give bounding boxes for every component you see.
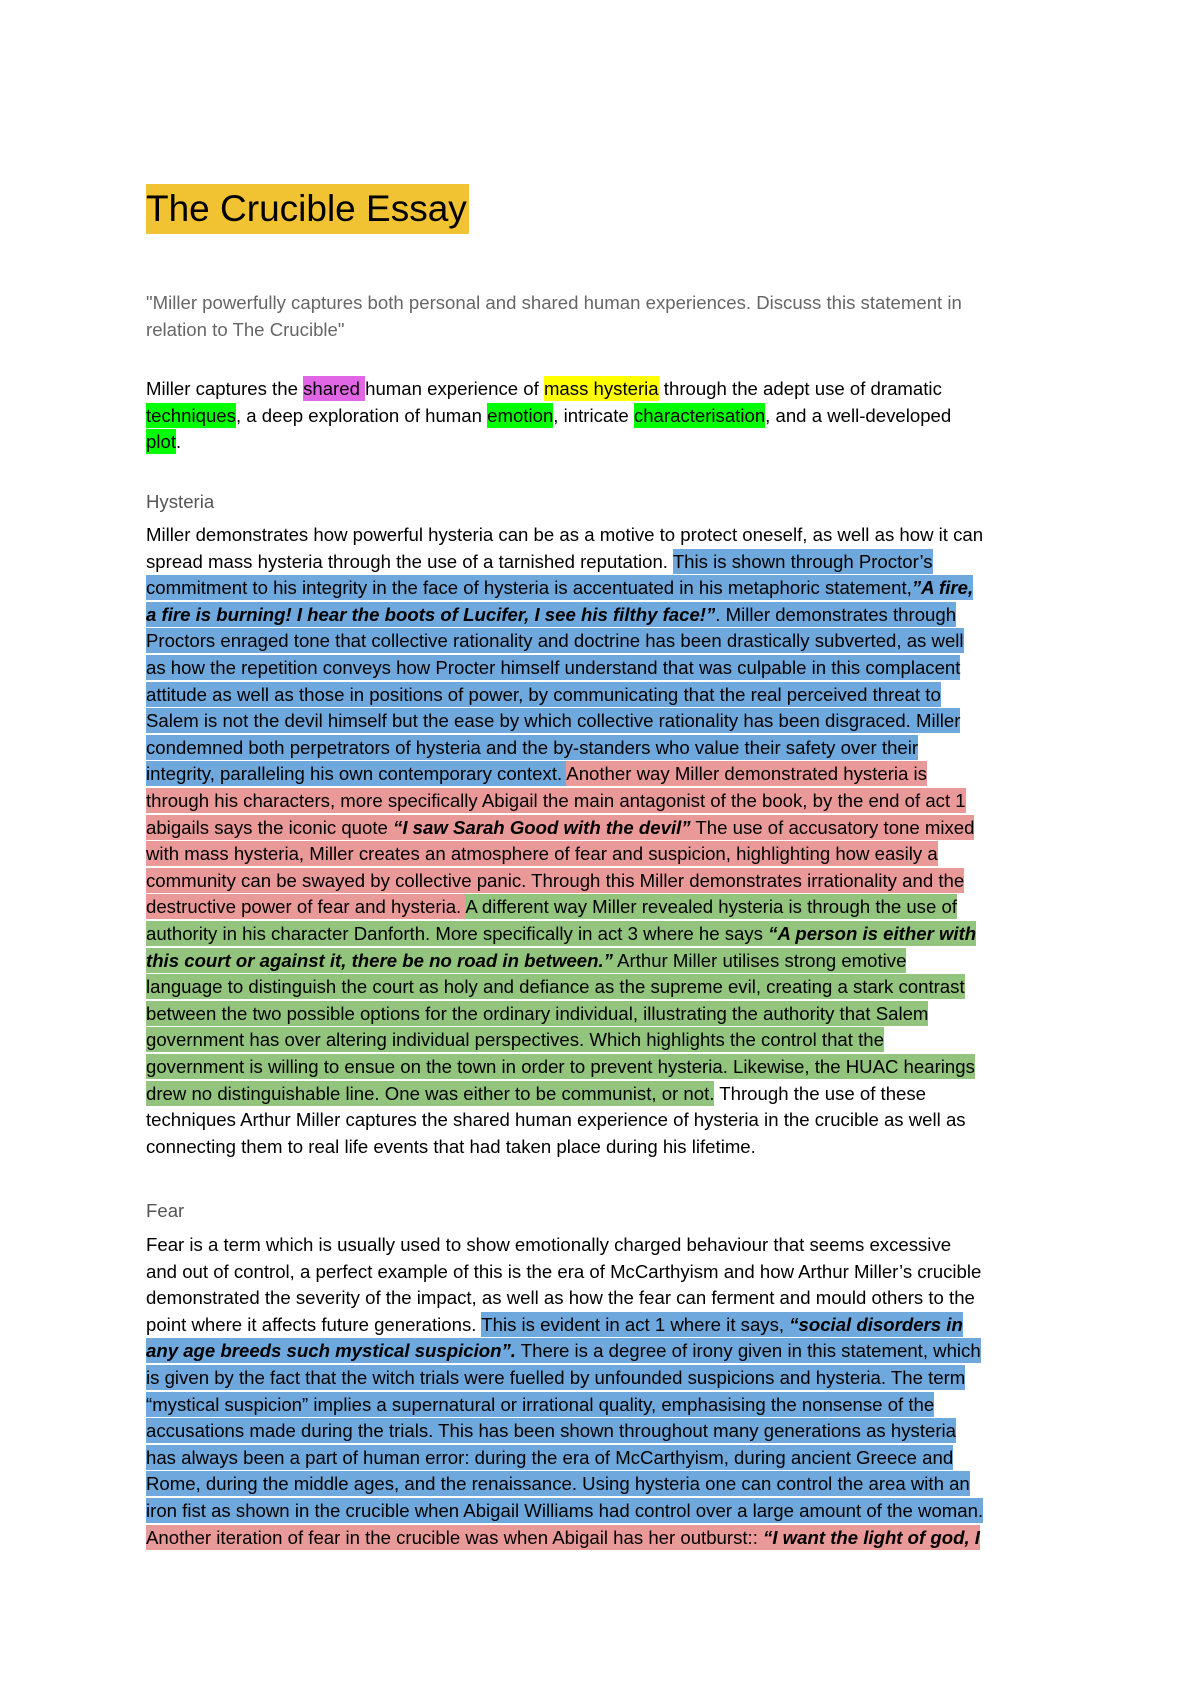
paragraph-line [146, 1312, 1076, 1339]
characterisation-highlight: characterisation [633, 404, 766, 426]
essay-prompt [146, 290, 1076, 343]
highlight-blue-segment: Rome, during the middle ages, and the renaissance. Using hysteria one can control the area with an [146, 1473, 970, 1495]
highlight-blue-segment: a fire is burning! I hear the boots of Lucifer, I see his filthy face!” [146, 603, 716, 625]
text-segment: spread mass hysteria through the use of a tarnished reputation. [146, 550, 673, 572]
prompt-line: relation to The Crucible" [146, 318, 345, 340]
highlight-red-segment: abigails says the iconic quote [146, 816, 394, 838]
paragraph-line [146, 655, 1076, 682]
highlight-blue-segment: “social disorders in [789, 1313, 963, 1335]
highlight-blue-segment: Salem is not the devil himself but the ease by which collective rationality has been disgraced. Miller [146, 710, 961, 732]
highlight-blue-segment: This is evident in act 1 where it says, [481, 1313, 790, 1335]
text-segment: and out of control, a perfect example of this is the era of McCarthyism and how Arthur Miller’s crucible [146, 1260, 982, 1282]
document-title: The Crucible Essay [146, 184, 469, 234]
highlight-red-segment: “I want the light of god, I [763, 1526, 980, 1548]
paragraph-line [146, 1418, 1076, 1445]
paragraph-line [146, 549, 1076, 576]
text-segment: demonstrated the severity of the impact, as well as how the fear can ferment and mould others to the [146, 1287, 975, 1309]
paragraph-line [146, 894, 1076, 921]
paragraph-line [146, 1054, 1076, 1081]
highlight-blue-segment: is given by the fact that the witch trials were fuelled by unfounded suspicions and hysteria. The term [146, 1367, 966, 1388]
text-segment: techniques Arthur Miller captures the shared human experience of hysteria in the crucible as well as [146, 1109, 966, 1131]
highlight-red-segment: with mass hysteria, Miller creates an atmosphere of fear and suspicion, highlighting how easily a [146, 843, 938, 865]
paragraph-line [146, 1392, 1076, 1419]
paragraph-line [146, 1365, 1076, 1392]
thesis-line [146, 429, 1076, 456]
highlight-blue-segment: condemned both perpetrators of hysteria and the by-standers who value their safety over their [146, 736, 919, 758]
paragraph-line [146, 1107, 1076, 1134]
text-segment: connecting them to real life events that had taken place during his lifetime. [146, 1135, 756, 1157]
paragraph-line [146, 1498, 1076, 1525]
highlight-blue-segment: attitude as well as those in positions of power, by communicating that the real perceived threat to [146, 683, 941, 705]
paragraph-line [146, 602, 1076, 629]
highlight-green-segment: drew no distinguishable line. One was either to be communist, or not. [146, 1082, 715, 1104]
highlight-red-segment: through his characters, more specifically Abigail the main antagonist of the book, by the end of act 1 [146, 790, 966, 811]
paragraph-line [146, 1285, 1076, 1312]
thesis-text: , intricate [553, 404, 634, 426]
highlight-blue-segment: ”A fire, [911, 577, 974, 599]
highlight-red-segment: The use of accusatory tone mixed [690, 816, 975, 838]
paragraph-line [146, 1338, 1076, 1365]
paragraph-line [146, 1001, 1076, 1028]
paragraph-line [146, 575, 1076, 602]
highlight-green-segment: government is willing to ensue on the town in order to prevent hysteria. Likewise, the HUAC hearings [146, 1056, 975, 1077]
thesis-text: , and a well-developed [765, 404, 952, 426]
paragraph-line [146, 1081, 1076, 1108]
paragraph-line [146, 1525, 1076, 1552]
thesis-line [146, 403, 1076, 430]
highlight-green-segment: government has over altering individual perspectives. Which highlights the control that the [146, 1029, 884, 1051]
mass-hysteria-highlight: mass hysteria [543, 378, 659, 399]
thesis-paragraph [146, 376, 1076, 456]
highlight-blue-segment: This is shown through Proctor’s [672, 550, 933, 572]
paragraph-line [146, 868, 1076, 895]
highlight-blue-segment: . Miller demonstrates through [715, 603, 957, 625]
highlight-green-segment: A different way Miller revealed hysteria is through the use of [465, 896, 957, 918]
text-segment: Miller demonstrates how powerful hysteria can be as a motive to protect oneself, as well as how it can [146, 524, 984, 545]
highlight-red-segment: Another way Miller demonstrated hysteria is [566, 763, 927, 785]
paragraph-line [146, 628, 1076, 655]
title-line [146, 184, 469, 234]
highlight-green-segment: “A person is either with [768, 923, 977, 944]
highlight-green-segment: authority in his character Danforth. More specifically in act 3 where he says [146, 923, 769, 944]
highlight-blue-segment: commitment to his integrity in the face of hysteria is accentuated in his metaphoric statement, [146, 577, 912, 599]
highlight-red-segment: community can be swayed by collective panic. Through this Miller demonstrates irrationality and the [146, 869, 965, 891]
text-segment: point where it affects future generations. [146, 1313, 482, 1335]
emotion-highlight: emotion [487, 404, 554, 426]
highlight-blue-segment: any age breeds such mystical suspicion”. [146, 1340, 516, 1362]
section-heading-hysteria: Hysteria [146, 491, 215, 512]
highlight-blue-segment: “mystical suspicion” implies a supernatural or irrational quality, emphasising the nonsense of the [146, 1393, 935, 1415]
highlight-blue-segment: Proctors enraged tone that collective rationality and doctrine has been drastically subverted, as well [146, 630, 964, 652]
paragraph-line [146, 708, 1076, 735]
highlight-blue-segment: accusations made during the trials. This has been shown throughout many generations as hysteria [146, 1420, 956, 1442]
shared-highlight: shared [303, 378, 366, 399]
paragraph-line [146, 735, 1076, 762]
plot-highlight: plot [146, 431, 176, 453]
highlight-blue-segment: integrity, paralleling his own contemporary context. [146, 763, 567, 785]
highlight-blue-segment: as how the repetition conveys how Procter himself understand that was culpable in this complacent [146, 657, 961, 678]
highlight-red-segment: Another iteration of fear in the crucible was when Abigail has her outburst:: [146, 1526, 764, 1548]
prompt-line: "Miller powerfully captures both personal and shared human experiences. Discuss this statement in [146, 292, 962, 313]
paragraph-line [146, 841, 1076, 868]
paragraph-line [146, 1445, 1076, 1472]
text-segment: Through the use of these [714, 1082, 927, 1104]
thesis-text: Miller captures the [146, 378, 304, 399]
thesis-text: through the adept use of dramatic [658, 378, 942, 399]
techniques-highlight: techniques [146, 404, 236, 426]
paragraph-line [146, 921, 1076, 948]
paragraph-line [146, 815, 1076, 842]
paragraph-line [146, 1232, 1076, 1259]
paragraph-line [146, 1471, 1076, 1498]
paragraph-line [146, 948, 1076, 975]
highlight-green-segment: between the two possible options for the ordinary individual, illustrating the authority that Salem [146, 1002, 929, 1024]
highlight-blue-segment: There is a degree of irony given in this statement, which [515, 1340, 981, 1362]
paragraph-line [146, 974, 1076, 1001]
highlight-blue-segment: has always been a part of human error: during the era of McCarthyism, during ancient Greece and [146, 1446, 954, 1468]
highlight-blue-segment: iron fist as shown in the crucible when Abigail Williams had control over a large amount of the woman. [146, 1500, 984, 1521]
thesis-text: , a deep exploration of human [235, 404, 488, 426]
paragraph-line [146, 761, 1076, 788]
highlight-green-segment: language to distinguish the court as holy and defiance as the supreme evil, creating a stark contrast [146, 976, 965, 998]
highlight-green-segment: Arthur Miller utilises strong emotive [612, 949, 907, 971]
paragraph-line [146, 788, 1076, 815]
highlight-red-segment: destructive power of fear and hysteria. [146, 896, 466, 918]
paragraph-line [146, 682, 1076, 709]
paragraph-line [146, 1027, 1076, 1054]
paragraph-line [146, 1134, 1076, 1161]
paragraph-line [146, 1259, 1076, 1286]
thesis-text: . [175, 431, 182, 453]
paragraph-line [146, 522, 1076, 549]
highlight-red-segment: “I saw Sarah Good with the devil” [393, 816, 691, 838]
section-heading-fear: Fear [146, 1200, 185, 1221]
highlight-green-segment: this court or against it, there be no road in between.” [146, 949, 613, 971]
thesis-line [146, 376, 1076, 403]
text-segment: Fear is a term which is usually used to show emotionally charged behaviour that seems excessive [146, 1234, 952, 1255]
thesis-text: human experience of [365, 378, 544, 399]
